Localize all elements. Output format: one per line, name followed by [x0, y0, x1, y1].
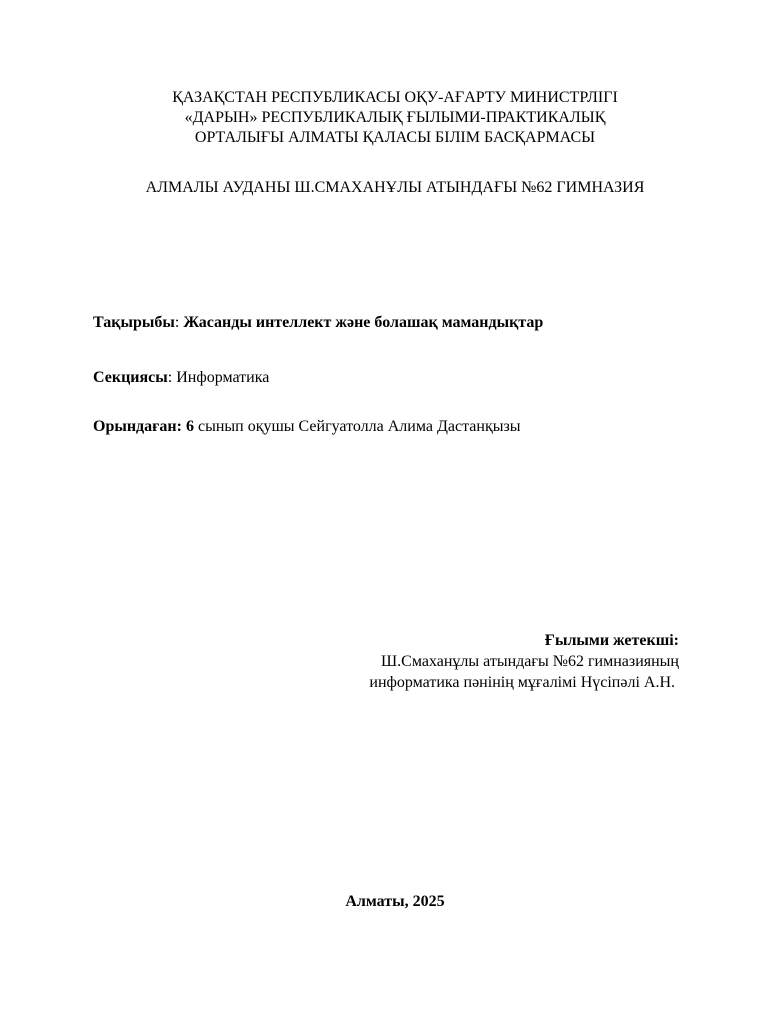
supervisor-block	[369, 630, 679, 693]
school-name: АЛМАЛЫ АУДАНЫ Ш.СМАХАНҰЛЫ АТЫНДАҒЫ №62 ГИМНАЗИЯ	[145, 179, 645, 196]
supervisor-line-2: информатика пәнінің мұғалімі Нүсіпәлі А.Н.	[369, 674, 675, 691]
topic-separator: :	[174, 314, 184, 331]
section-label: Секциясы	[93, 369, 168, 386]
ministry-line-1: ҚАЗАҚСТАН РЕСПУБЛИКАСЫ ОҚУ-АҒАРТУ МИНИСТРЛІГІ	[172, 89, 618, 106]
ministry-line-3: ОРТАЛЫҒЫ АЛМАТЫ ҚАЛАСЫ БІЛІМ БАСҚАРМАСЫ	[194, 129, 596, 146]
author-value: сынып оқушы Сейгуатолла Алима Дастанқызы	[193, 418, 521, 435]
author-field	[93, 417, 521, 437]
topic-label: Тақырыбы	[93, 314, 175, 331]
ministry-line-2: «ДАРЫН» РЕСПУБЛИКАЛЫҚ ҒЫЛЫМИ-ПРАКТИКАЛЫҚ	[184, 109, 606, 126]
topic-field	[93, 313, 543, 333]
supervisor-label: Ғылыми жетекші:	[544, 632, 679, 649]
ministry-header	[90, 88, 700, 148]
school-header	[90, 178, 700, 198]
supervisor-line-1: Ш.Смаханұлы атындағы №62 гимназияның	[381, 653, 679, 670]
author-label: Орындаған: 6	[93, 418, 194, 435]
section-separator: :	[167, 369, 177, 386]
section-value: Информатика	[176, 369, 270, 386]
city-year: Алматы, 2025	[345, 893, 445, 910]
section-field	[93, 368, 269, 388]
topic-value: Жасанды интеллект және болашақ мамандықтар	[183, 314, 544, 331]
